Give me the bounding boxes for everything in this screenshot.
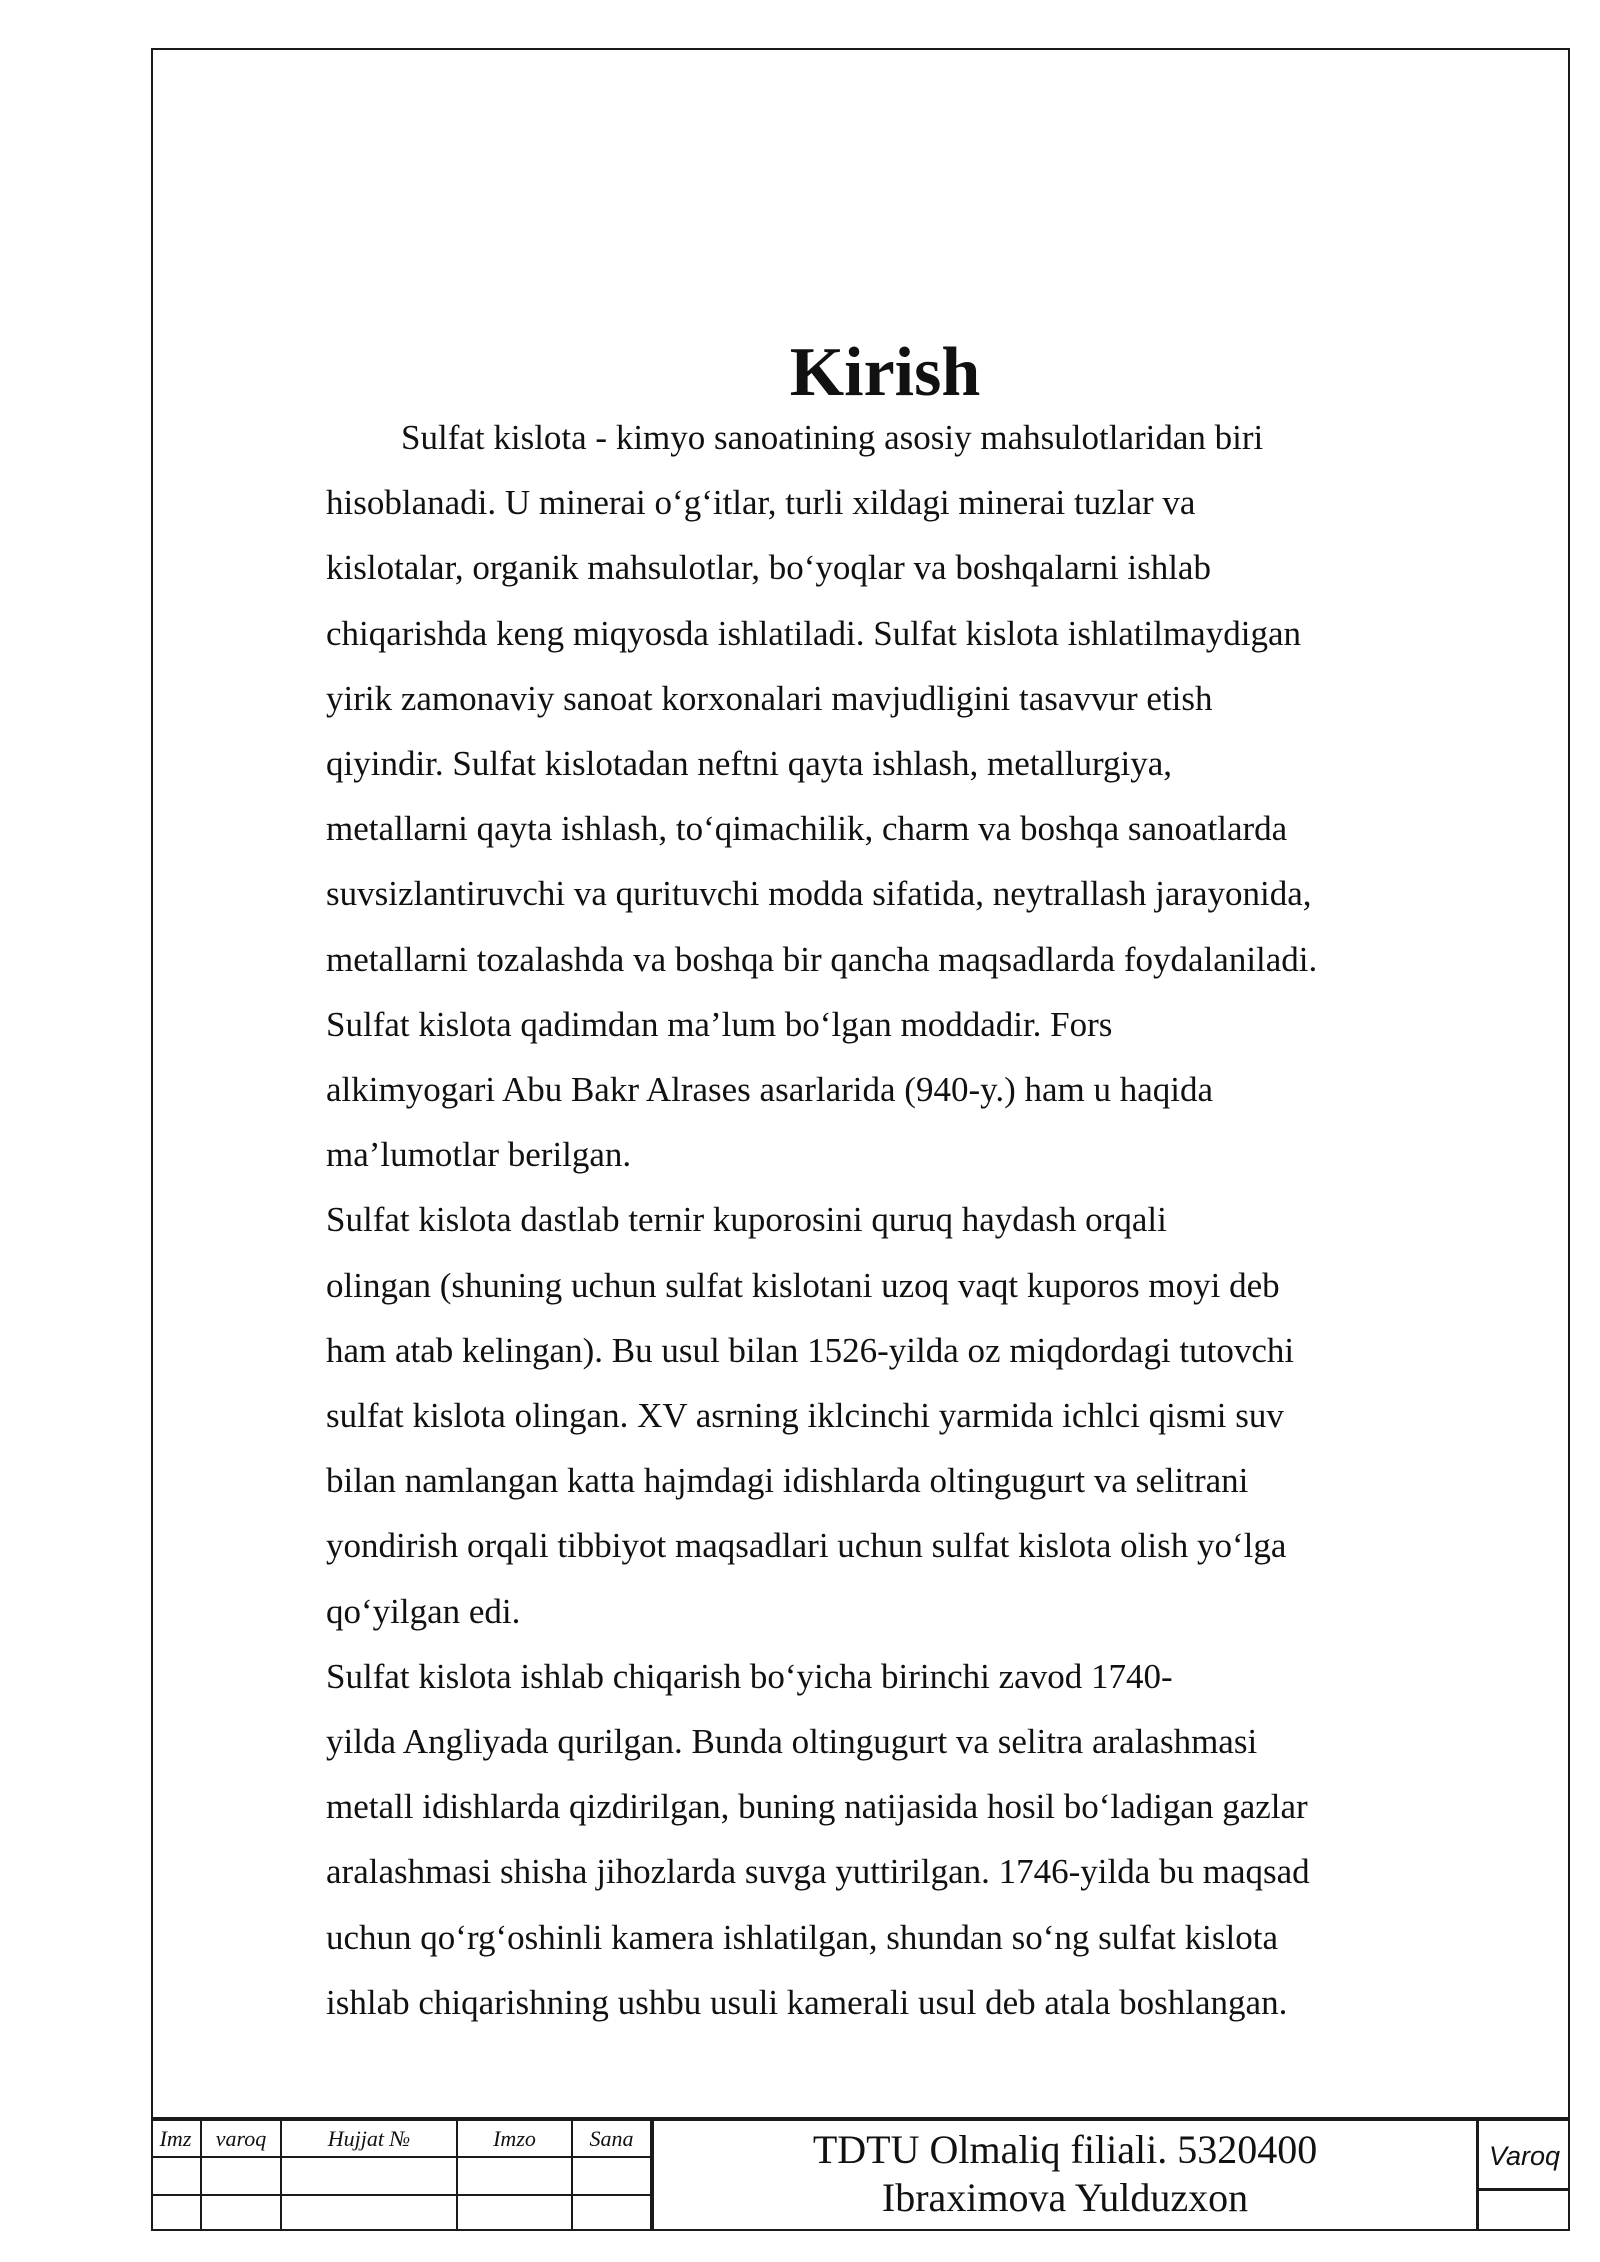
text-line: chiqarishda keng miqyosda ishlatiladi. Sulfat kislota ishlatilmaydigan [326, 613, 1301, 653]
text-line: ham atab kelingan). Bu usul bilan 1526-yilda oz miqdordagi tutovchi [326, 1330, 1295, 1370]
text-line: yilda Angliyada qurilgan. Bunda oltingugurt va selitra aralashmasi [326, 1722, 1258, 1762]
stamp-cell [457, 2157, 572, 2194]
text-line: hisoblanadi. U minerai o‘g‘itlar, turli xildagi minerai tuzlar va [326, 483, 1196, 523]
author-name: Ibraximova Yulduzxon [881, 2175, 1249, 2220]
text-line: Sulfat kislota - kimyo sanoatining asosiy mahsulotlaridan biri [401, 418, 1264, 457]
sheet-number-box [1479, 2121, 1570, 2231]
text-line: sulfat kislota olingan. XV asrning iklcinchi yarmida ichlci qismi suv [326, 1396, 1284, 1436]
title-block-stamp [151, 2117, 1570, 2231]
document-title-block [651, 2121, 1479, 2231]
text-line: uchun qo‘rg‘oshinli kamera ishlatilgan, shundan so‘ng sulfat kislota [326, 1917, 1278, 1957]
stamp-cell [151, 2195, 201, 2231]
text-line: Sulfat kislota qadimdan ma’lum bo‘lgan moddadir. Fors [326, 1004, 1113, 1044]
column-header-varoq: varoq [201, 2121, 281, 2157]
column-header-imz: Imz [151, 2121, 201, 2157]
text-line: alkimyogari Abu Bakr Alrases asarlarida (940-y.) ham u haqida [326, 1070, 1214, 1110]
text-line: ma’lumotlar berilgan. [326, 1135, 632, 1175]
stamp-cell [457, 2195, 572, 2231]
stamp-cell [281, 2195, 457, 2231]
column-header-imzo: Imzo [457, 2121, 572, 2157]
stamp-cell [151, 2157, 201, 2194]
stamp-cell [281, 2157, 457, 2194]
text-line: metall idishlarda qizdirilgan, buning natijasida hosil bo‘ladigan gazlar [326, 1787, 1308, 1827]
text-line: aralashmasi shisha jihozlarda suvga yuttirilgan. 1746-yilda bu maqsad [326, 1852, 1310, 1892]
text-line: kislotalar, organik mahsulotlar, bo‘yoqlar va boshqalarni ishlab [326, 548, 1211, 588]
text-line: bilan namlangan katta hajmdagi idishlarda oltingugurt va selitrani [326, 1461, 1249, 1501]
stamp-cell [572, 2157, 651, 2194]
text-line: yirik zamonaviy sanoat korxonalari mavjudligini tasavvur etish [326, 678, 1213, 718]
text-line: suvsizlantiruvchi va qurituvchi modda sifatida, neytrallash jarayonida, [326, 874, 1312, 914]
column-header-hujjat: Hujjat № [281, 2121, 457, 2157]
signature-grid [151, 2121, 652, 2231]
text-line: metallarni qayta ishlash, to‘qimachilik, charm va boshqa sanoatlarda [326, 809, 1288, 849]
stamp-cell [572, 2195, 651, 2231]
text-line: metallarni tozalashda va boshqa bir qancha maqsadlarda foydalaniladi. [326, 939, 1318, 979]
document-body [326, 334, 1406, 2035]
paragraphs [326, 405, 1406, 2035]
column-header-sana: Sana [572, 2121, 651, 2157]
text-line: ishlab chiqarishning ushbu usuli kamerali usul deb atala boshlangan. [326, 1982, 1288, 2022]
text-line: olingan (shuning uchun sulfat kislotani uzoq vaqt kuporos moyi deb [326, 1265, 1280, 1305]
section-heading: Kirish [789, 334, 981, 411]
sheet-label: Varoq [1479, 2121, 1570, 2191]
text-line: yondirish orqali tibbiyot maqsadlari uchun sulfat kislota olish yo‘lga [326, 1526, 1287, 1566]
text-line: qiyindir. Sulfat kislotadan neftni qayta ishlash, metallurgiya, [326, 744, 1173, 784]
paragraph [326, 405, 1406, 1187]
text-line: Sulfat kislota ishlab chiqarish bo‘yicha birinchi zavod 1740- [326, 1656, 1173, 1696]
paragraph [326, 1644, 1406, 2035]
stamp-cell [201, 2157, 281, 2194]
institution-title: TDTU Olmaliq filiali. 5320400 [812, 2127, 1318, 2172]
paragraph [326, 1187, 1406, 1643]
text-line: qo‘yilgan edi. [326, 1591, 521, 1631]
text-line: Sulfat kislota dastlab ternir kuporosini quruq haydash orqali [326, 1200, 1167, 1240]
stamp-cell [201, 2195, 281, 2231]
